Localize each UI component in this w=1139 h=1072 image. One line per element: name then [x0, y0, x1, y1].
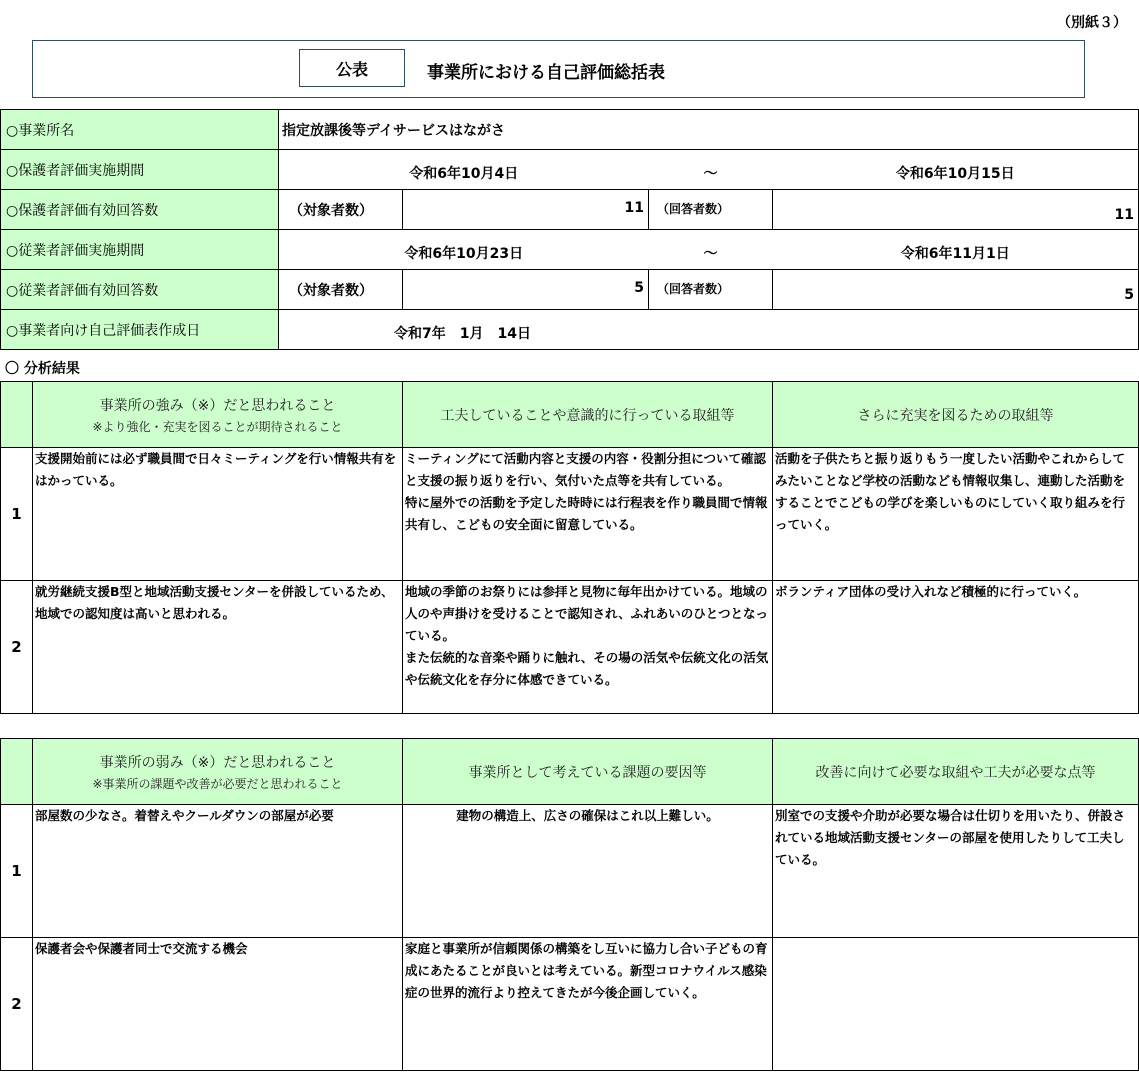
improvement-text: 別室での支援や介助が必要な場合は仕切りを用いたり、併設されている地域活動支援センターの部屋を使用したりして工夫している。 [773, 805, 1139, 938]
staff-period-start: 令和6年10月23日 [279, 230, 649, 270]
guardian-responses-label: ○保護者評価有効回答数 [1, 190, 279, 230]
improvement-text [773, 938, 1139, 1071]
guardian-respondent-label: （回答者数） [649, 190, 773, 230]
table-row [1, 581, 1139, 714]
annex-label: （別紙３） [1057, 15, 1127, 31]
weakness-text: 部屋数の少なさ。着替えやクールダウンの部屋が必要 [33, 805, 403, 938]
created-date-label: ○事業者向け自己評価表作成日 [1, 310, 279, 350]
row-number: 1 [1, 448, 33, 581]
strengths-header-col1-main: 事業所の強み（※）だと思われること [99, 397, 336, 414]
weaknesses-header-col1-sub: ※事業所の課題や改善が必要だと思われること [92, 776, 343, 791]
table-row [1, 805, 1139, 938]
staff-target-count: 5 [403, 270, 649, 310]
effort-text: 地域の季節のお祭りには参拝と見物に毎年出かけている。地域の人のや声掛けを受けることで認知され、ふれあいのひとつとなっている。 また伝統的な音楽や踊りに触れ、その場の活気や伝統文化の活気や伝統文化を存分に体感できている。 [403, 581, 773, 714]
weakness-text: 保護者会や保護者同士で交流する機会 [33, 938, 403, 1071]
weaknesses-header-col2: 事業所として考えている課題の要因等 [403, 739, 773, 805]
info-row-staff-responses [1, 270, 1139, 310]
effort-text: ミーティングにて活動内容と支援の内容・役割分担について確認と支援の振り返りを行い、気付いた点等を共有している。 特に屋外での活動を予定した時時には行程表を作り職員間で情報共有し、こどもの安全面に留意している。 [403, 448, 773, 581]
facility-info-table [0, 109, 1139, 350]
strengths-header-row [1, 382, 1139, 448]
cause-text: 建物の構造上、広さの確保はこれ以上難しい。 [403, 805, 773, 938]
guardian-period-start: 令和6年10月4日 [279, 150, 649, 190]
header-number-cell [1, 739, 33, 805]
facility-name-value: 指定放課後等デイサービスはながさ [279, 110, 1139, 150]
row-number: 1 [1, 805, 33, 938]
strengths-header-col3: さらに充実を図るための取組等 [773, 382, 1139, 448]
guardian-respondent-count: 11 [773, 190, 1139, 230]
guardian-period-end: 令和6年10月15日 [773, 150, 1139, 190]
weaknesses-header-row [1, 739, 1139, 805]
strengths-header-col2: 工夫していることや意識的に行っている取組等 [403, 382, 773, 448]
weaknesses-header-col1 [33, 739, 403, 805]
info-row-facility-name [1, 110, 1139, 150]
info-row-guardian-responses [1, 190, 1139, 230]
created-date-value: 令和7年 1月 14日 [279, 310, 1139, 350]
guardian-target-count: 11 [403, 190, 649, 230]
facility-name-label: ○事業所名 [1, 110, 279, 150]
staff-period-end: 令和6年11月1日 [773, 230, 1139, 270]
info-row-created-date [1, 310, 1139, 350]
staff-respondent-label: （回答者数） [649, 270, 773, 310]
public-badge: 公表 [299, 49, 405, 87]
info-row-staff-period [1, 230, 1139, 270]
strength-text: 支援開始前には必ず職員間で日々ミーティングを行い情報共有をはかっている。 [33, 448, 403, 581]
enhancement-text: ボランティア団体の受け入れなど積極的に行っていく。 [773, 581, 1139, 714]
table-row [1, 938, 1139, 1071]
guardian-period-label: ○保護者評価実施期間 [1, 150, 279, 190]
strengths-header-col1 [33, 382, 403, 448]
info-row-guardian-period [1, 150, 1139, 190]
cause-text: 家庭と事業所が信頼関係の構築をし互いに協力し合い子どもの育成にあたることが良いとは考えている。新型コロナウイルス感染症の世界的流行より控えてきたが今後企画していく。 [403, 938, 773, 1071]
analysis-section-title: 〇 分析結果 [5, 361, 80, 377]
guardian-period-separator: ～ [649, 150, 773, 190]
staff-responses-label: ○従業者評価有効回答数 [1, 270, 279, 310]
staff-period-separator: ～ [649, 230, 773, 270]
page-title: 事業所における自己評価総括表 [427, 63, 665, 83]
strengths-header-col1-sub: ※より強化・充実を図ることが期待されること [92, 419, 343, 434]
weaknesses-header-col3: 改善に向けて必要な取組や工夫が必要な点等 [773, 739, 1139, 805]
staff-target-label: （対象者数） [279, 270, 403, 310]
strengths-table [0, 381, 1139, 714]
staff-respondent-count: 5 [773, 270, 1139, 310]
row-number: 2 [1, 938, 33, 1071]
enhancement-text: 活動を子供たちと振り返りもう一度したい活動やこれからしてみたいことなど学校の活動なども情報収集し、連動した活動をすることでこどもの学びを楽しいものにしていく取り組みを行っていく。 [773, 448, 1139, 581]
strength-text: 就労継続支援B型と地域活動支援センターを併設しているため、地域での認知度は高いと思われる。 [33, 581, 403, 714]
row-number: 2 [1, 581, 33, 714]
weaknesses-header-col1-main: 事業所の弱み（※）だと思われること [99, 754, 336, 771]
guardian-target-label: （対象者数） [279, 190, 403, 230]
header-number-cell [1, 382, 33, 448]
weaknesses-table [0, 738, 1139, 1071]
staff-period-label: ○従業者評価実施期間 [1, 230, 279, 270]
table-row [1, 448, 1139, 581]
